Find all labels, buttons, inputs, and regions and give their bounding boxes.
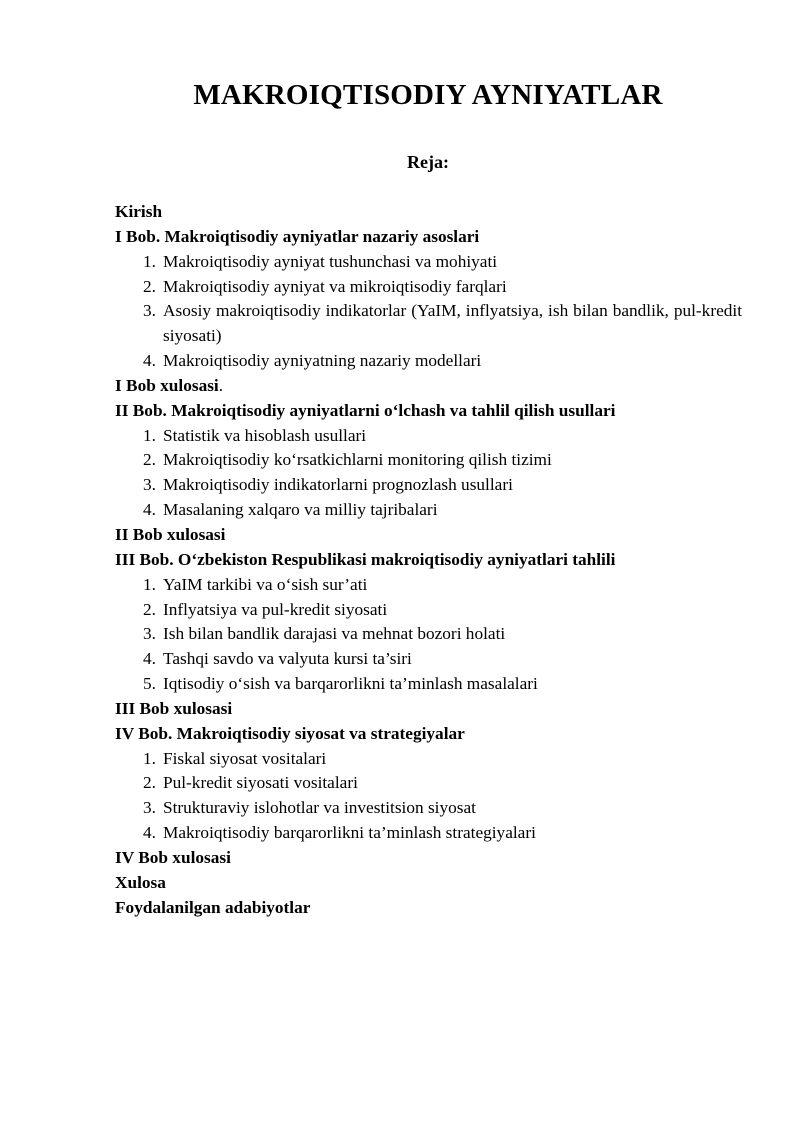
toc-list-item [115, 598, 742, 623]
toc-item-number-wrap [115, 821, 163, 846]
toc-list-item [115, 647, 742, 672]
toc-item-number: 3. [143, 624, 156, 644]
toc-section-heading [115, 722, 742, 747]
toc-item-list [115, 424, 742, 523]
toc-item-text: YaIM tarkibi va o‘sish sur’ati [163, 574, 368, 594]
toc-item-number-wrap [115, 424, 163, 449]
toc-item-number: 2. [143, 450, 156, 470]
toc-list-item [115, 275, 742, 300]
toc-item-text: Masalaning xalqaro va milliy tajribalari [163, 500, 438, 520]
toc-section-heading-suffix: . [218, 375, 224, 395]
toc-section-heading-text: II Bob. Makroiqtisodiy ayniyatlarni o‘lchash va tahlil qilish usullari [115, 400, 616, 420]
toc-section-heading-text: III Bob. O‘zbekiston Respublikasi makroiqtisodiy ayniyatlari tahlili [115, 549, 616, 569]
toc-item-number-wrap [115, 747, 163, 772]
toc-item-number-wrap [115, 275, 163, 300]
toc-item-number: 1. [143, 574, 156, 594]
toc-list-item [115, 448, 742, 473]
toc-list-item [115, 821, 742, 846]
toc-item-text: Makroiqtisodiy ayniyat tushunchasi va mohiyati [163, 251, 498, 271]
toc-list-item [115, 747, 742, 772]
toc-item-number-wrap [115, 771, 163, 796]
toc-list-item [115, 299, 742, 349]
toc-item-number-wrap [115, 672, 163, 697]
toc-item-number-wrap [115, 349, 163, 374]
toc-item-text: Ish bilan bandlik darajasi va mehnat bozori holati [163, 624, 506, 644]
toc-list-item [115, 473, 742, 498]
toc-list-item [115, 622, 742, 647]
toc-section-heading-text: IV Bob. Makroiqtisodiy siyosat va strategiyalar [115, 723, 465, 743]
plan-label: Reja: [407, 152, 449, 172]
toc-item-number-wrap [115, 498, 163, 523]
toc-section-heading-text: I Bob. Makroiqtisodiy ayniyatlar nazariy asoslari [115, 226, 480, 246]
toc-item-number: 3. [143, 301, 156, 321]
toc-list-item [115, 349, 742, 374]
toc-section-heading [115, 374, 742, 399]
toc-section-heading [115, 896, 742, 921]
toc-list-item [115, 672, 742, 697]
toc-item-number-wrap [115, 796, 163, 821]
toc-item-number: 2. [143, 773, 156, 793]
toc-list-item [115, 498, 742, 523]
toc-section-heading [115, 548, 742, 573]
toc-item-number-wrap [115, 250, 163, 275]
toc-item-text: Makroiqtisodiy barqarorlikni ta’minlash strategiyalari [163, 823, 536, 843]
toc-item-list [115, 747, 742, 846]
toc-section-heading [115, 697, 742, 722]
page-title: MAKROIQTISODIY AYNIYATLAR [193, 79, 663, 111]
toc-item-number: 4. [143, 823, 156, 843]
toc-item-text: Makroiqtisodiy ayniyat va mikroiqtisodiy farqlari [163, 276, 507, 296]
toc-list-item [115, 573, 742, 598]
toc-item-text: Makroiqtisodiy ko‘rsatkichlarni monitoring qilish tizimi [163, 450, 552, 470]
toc-section-heading-text: II Bob xulosasi [115, 524, 226, 544]
toc-section-heading [115, 399, 742, 424]
toc-item-text: Asosiy makroiqtisodiy indikatorlar (YaIM, inflyatsiya, ish bilan bandlik, pul-kredit siyosati) [163, 301, 742, 346]
toc-item-number-wrap [115, 598, 163, 623]
toc-item-text: Makroiqtisodiy indikatorlarni prognozlash usullari [163, 475, 513, 495]
toc-item-text: Pul-kredit siyosati vositalari [163, 773, 358, 793]
toc-section-heading-text: IV Bob xulosasi [115, 847, 231, 867]
toc-item-text: Makroiqtisodiy ayniyatning nazariy modellari [163, 351, 482, 371]
toc-item-number: 1. [143, 748, 156, 768]
toc-section-heading-text: Xulosa [115, 872, 166, 892]
toc-item-text: Tashqi savdo va valyuta kursi ta’siri [163, 649, 412, 669]
toc-item-number: 2. [143, 599, 156, 619]
toc-section-heading-text: I Bob xulosasi [115, 375, 219, 395]
toc-section-heading [115, 200, 742, 225]
toc-item-number-wrap [115, 622, 163, 647]
toc-item-number-wrap [115, 448, 163, 473]
toc-section-heading-text: Foydalanilgan adabiyotlar [115, 897, 311, 917]
toc-item-text: Fiskal siyosat vositalari [163, 748, 327, 768]
toc-section-heading [115, 523, 742, 548]
toc-item-text: Statistik va hisoblash usullari [163, 425, 367, 445]
toc-list-item [115, 424, 742, 449]
toc-item-number-wrap [115, 473, 163, 498]
toc-item-number: 3. [143, 475, 156, 495]
toc-item-number: 1. [143, 251, 156, 271]
toc-section-heading [115, 846, 742, 871]
toc-item-number: 1. [143, 425, 156, 445]
toc-item-text: Inflyatsiya va pul-kredit siyosati [163, 599, 388, 619]
toc-item-number: 3. [143, 798, 156, 818]
toc-item-text: Strukturaviy islohotlar va investitsion siyosat [163, 798, 476, 818]
toc-list-item [115, 771, 742, 796]
toc-item-text: Iqtisodiy o‘sish va barqarorlikni ta’minlash masalalari [163, 674, 538, 694]
toc-item-number: 2. [143, 276, 156, 296]
toc-item-list [115, 573, 742, 697]
toc-item-number-wrap [115, 647, 163, 672]
toc-section-heading [115, 225, 742, 250]
toc-item-number: 4. [143, 500, 156, 520]
toc-section-heading-text: III Bob xulosasi [115, 698, 233, 718]
table-of-contents [115, 200, 742, 920]
toc-item-list [115, 250, 742, 374]
toc-section-heading-text: Kirish [115, 202, 163, 221]
toc-item-number: 5. [143, 674, 156, 694]
toc-item-number-wrap [115, 299, 163, 324]
toc-item-number: 4. [143, 351, 156, 371]
toc-section-heading [115, 871, 742, 896]
toc-item-number: 4. [143, 649, 156, 669]
toc-list-item [115, 796, 742, 821]
toc-list-item [115, 250, 742, 275]
toc-item-number-wrap [115, 573, 163, 598]
